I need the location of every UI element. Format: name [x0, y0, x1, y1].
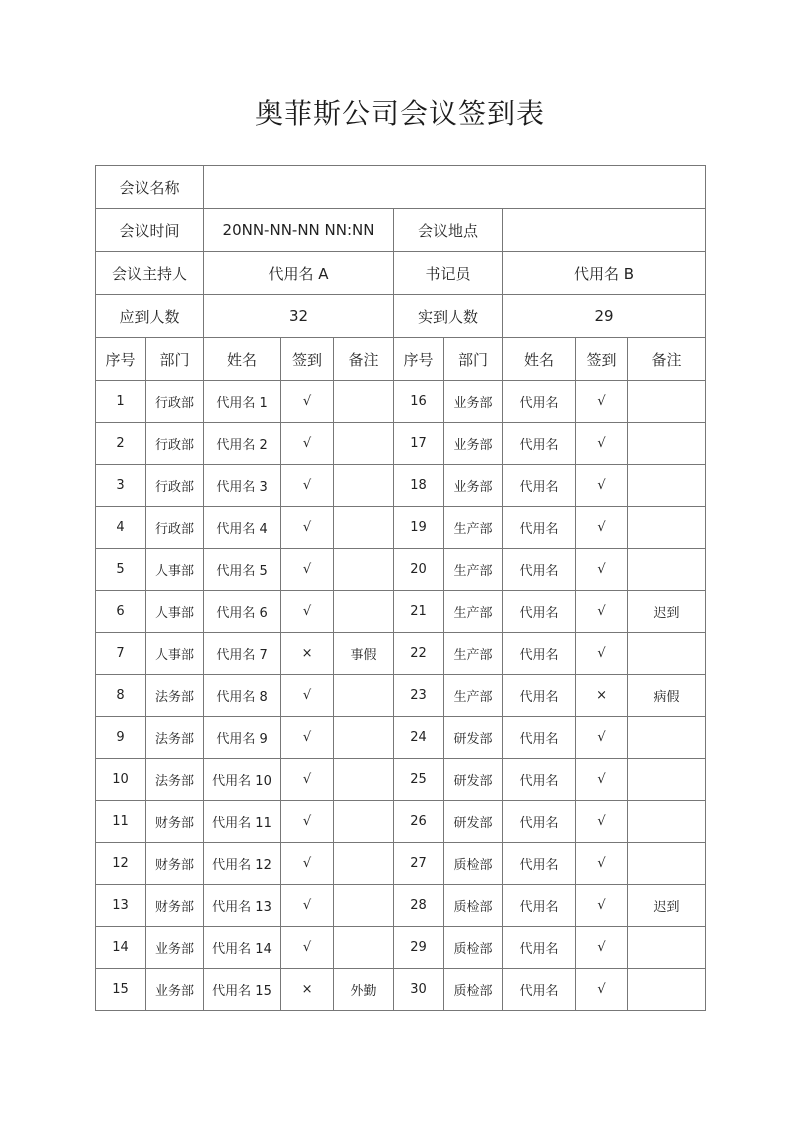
department-cell: 行政部 — [146, 423, 204, 465]
note-cell[interactable]: 事假 — [334, 633, 394, 675]
table-row — [96, 927, 706, 969]
department-cell: 生产部 — [444, 549, 503, 591]
sign-in-cell[interactable]: √ — [281, 801, 334, 843]
column-header-row — [96, 338, 706, 381]
name-cell: 代用名 — [503, 675, 576, 717]
sign-in-table — [95, 165, 706, 1011]
department-cell: 业务部 — [146, 927, 204, 969]
row-number: 1 — [96, 381, 146, 423]
name-cell: 代用名 3 — [204, 465, 281, 507]
note-cell[interactable] — [334, 423, 394, 465]
sign-in-cell[interactable]: √ — [281, 843, 334, 885]
sign-in-cell[interactable]: √ — [576, 927, 628, 969]
department-cell: 业务部 — [146, 969, 204, 1011]
table-row — [96, 549, 706, 591]
recorder-value[interactable]: 代用名 B — [503, 252, 706, 295]
sign-in-cell[interactable]: √ — [281, 675, 334, 717]
row-number: 15 — [96, 969, 146, 1011]
note-cell[interactable] — [334, 843, 394, 885]
name-cell: 代用名 11 — [204, 801, 281, 843]
sign-in-cell[interactable]: √ — [281, 927, 334, 969]
note-cell[interactable] — [334, 801, 394, 843]
sign-in-cell[interactable]: √ — [576, 591, 628, 633]
note-cell[interactable] — [334, 675, 394, 717]
actual-count-value[interactable]: 29 — [503, 295, 706, 338]
name-cell: 代用名 6 — [204, 591, 281, 633]
name-cell: 代用名 2 — [204, 423, 281, 465]
header-sign: 签到 — [576, 338, 628, 381]
page-title: 奥菲斯公司会议签到表 — [254, 97, 545, 130]
row-number: 16 — [394, 381, 444, 423]
meeting-name-row — [96, 166, 706, 209]
attendance-count-row — [96, 295, 706, 338]
note-cell[interactable]: 病假 — [628, 675, 706, 717]
note-cell[interactable] — [628, 801, 706, 843]
department-cell: 法务部 — [146, 675, 204, 717]
name-cell: 代用名 — [503, 465, 576, 507]
name-cell: 代用名 10 — [204, 759, 281, 801]
header-dept: 部门 — [444, 338, 503, 381]
host-row — [96, 252, 706, 295]
department-cell: 研发部 — [444, 801, 503, 843]
row-number: 9 — [96, 717, 146, 759]
sign-in-cell[interactable]: √ — [281, 465, 334, 507]
meeting-place-label: 会议地点 — [394, 209, 503, 252]
department-cell: 业务部 — [444, 423, 503, 465]
name-cell: 代用名 — [503, 927, 576, 969]
note-cell[interactable] — [334, 465, 394, 507]
row-number: 20 — [394, 549, 444, 591]
name-cell: 代用名 — [503, 843, 576, 885]
row-number: 6 — [96, 591, 146, 633]
header-no: 序号 — [394, 338, 444, 381]
table-row — [96, 717, 706, 759]
note-cell[interactable] — [334, 549, 394, 591]
note-cell[interactable]: 外勤 — [334, 969, 394, 1011]
note-cell[interactable] — [334, 927, 394, 969]
note-cell[interactable]: 迟到 — [628, 591, 706, 633]
department-cell: 行政部 — [146, 465, 204, 507]
department-cell: 人事部 — [146, 633, 204, 675]
header-name: 姓名 — [204, 338, 281, 381]
meeting-place-value[interactable] — [503, 209, 706, 252]
header-name: 姓名 — [503, 338, 576, 381]
name-cell: 代用名 — [503, 969, 576, 1011]
row-number: 5 — [96, 549, 146, 591]
sign-in-cell[interactable]: √ — [576, 381, 628, 423]
table-row — [96, 759, 706, 801]
row-number: 7 — [96, 633, 146, 675]
name-cell: 代用名 — [503, 633, 576, 675]
department-cell: 生产部 — [444, 675, 503, 717]
row-number: 18 — [394, 465, 444, 507]
sign-in-cell[interactable]: √ — [576, 633, 628, 675]
header-note: 备注 — [334, 338, 394, 381]
row-number: 23 — [394, 675, 444, 717]
department-cell: 财务部 — [146, 801, 204, 843]
row-number: 12 — [96, 843, 146, 885]
host-value[interactable]: 代用名 A — [204, 252, 394, 295]
meeting-name-label: 会议名称 — [96, 166, 204, 209]
note-cell[interactable] — [628, 927, 706, 969]
department-cell: 行政部 — [146, 507, 204, 549]
sign-in-cell[interactable]: √ — [281, 885, 334, 927]
sign-in-cell[interactable]: × — [281, 969, 334, 1011]
table-row — [96, 633, 706, 675]
name-cell: 代用名 — [503, 549, 576, 591]
table-row — [96, 507, 706, 549]
sign-in-cell[interactable]: √ — [576, 717, 628, 759]
sign-in-cell[interactable]: √ — [281, 423, 334, 465]
table-row — [96, 969, 706, 1011]
department-cell: 法务部 — [146, 759, 204, 801]
department-cell: 质检部 — [444, 885, 503, 927]
sign-in-cell[interactable]: √ — [281, 549, 334, 591]
note-cell[interactable] — [628, 759, 706, 801]
name-cell: 代用名 5 — [204, 549, 281, 591]
note-cell[interactable] — [628, 717, 706, 759]
row-number: 27 — [394, 843, 444, 885]
department-cell: 研发部 — [444, 759, 503, 801]
expected-count-label: 应到人数 — [96, 295, 204, 338]
header-dept: 部门 — [146, 338, 204, 381]
table-row — [96, 885, 706, 927]
department-cell: 法务部 — [146, 717, 204, 759]
sign-in-cell[interactable]: √ — [576, 549, 628, 591]
row-number: 17 — [394, 423, 444, 465]
meeting-time-label: 会议时间 — [96, 209, 204, 252]
row-number: 4 — [96, 507, 146, 549]
row-number: 10 — [96, 759, 146, 801]
department-cell: 质检部 — [444, 969, 503, 1011]
table-row — [96, 381, 706, 423]
department-cell: 行政部 — [146, 381, 204, 423]
department-cell: 业务部 — [444, 381, 503, 423]
host-label: 会议主持人 — [96, 252, 204, 295]
note-cell[interactable] — [334, 507, 394, 549]
row-number: 13 — [96, 885, 146, 927]
row-number: 21 — [394, 591, 444, 633]
department-cell: 质检部 — [444, 927, 503, 969]
note-cell[interactable] — [628, 423, 706, 465]
name-cell: 代用名 — [503, 591, 576, 633]
sign-in-cell[interactable]: √ — [576, 423, 628, 465]
note-cell[interactable] — [628, 507, 706, 549]
name-cell: 代用名 9 — [204, 717, 281, 759]
row-number: 2 — [96, 423, 146, 465]
recorder-label: 书记员 — [394, 252, 503, 295]
department-cell: 人事部 — [146, 591, 204, 633]
sign-in-cell[interactable]: √ — [576, 843, 628, 885]
table-row — [96, 423, 706, 465]
sign-in-cell[interactable]: √ — [576, 801, 628, 843]
note-cell[interactable] — [334, 717, 394, 759]
row-number: 26 — [394, 801, 444, 843]
row-number: 28 — [394, 885, 444, 927]
row-number: 8 — [96, 675, 146, 717]
note-cell[interactable] — [334, 381, 394, 423]
name-cell: 代用名 8 — [204, 675, 281, 717]
note-cell[interactable] — [628, 633, 706, 675]
name-cell: 代用名 7 — [204, 633, 281, 675]
note-cell[interactable] — [628, 969, 706, 1011]
row-number: 29 — [394, 927, 444, 969]
expected-count-value[interactable]: 32 — [204, 295, 394, 338]
sign-in-cell[interactable]: √ — [281, 507, 334, 549]
department-cell: 财务部 — [146, 885, 204, 927]
note-cell[interactable] — [628, 381, 706, 423]
sign-in-cell[interactable]: √ — [281, 381, 334, 423]
header-no: 序号 — [96, 338, 146, 381]
table-row — [96, 843, 706, 885]
table-row — [96, 801, 706, 843]
header-sign: 签到 — [281, 338, 334, 381]
name-cell: 代用名 1 — [204, 381, 281, 423]
sign-in-cell[interactable]: √ — [576, 465, 628, 507]
sign-in-cell[interactable]: √ — [576, 885, 628, 927]
row-number: 24 — [394, 717, 444, 759]
row-number: 3 — [96, 465, 146, 507]
table-row — [96, 591, 706, 633]
table-row — [96, 675, 706, 717]
table-row — [96, 465, 706, 507]
name-cell: 代用名 13 — [204, 885, 281, 927]
row-number: 19 — [394, 507, 444, 549]
name-cell: 代用名 — [503, 885, 576, 927]
sign-in-cell[interactable]: × — [281, 633, 334, 675]
name-cell: 代用名 — [503, 759, 576, 801]
name-cell: 代用名 — [503, 381, 576, 423]
note-cell[interactable] — [628, 465, 706, 507]
row-number: 22 — [394, 633, 444, 675]
row-number: 30 — [394, 969, 444, 1011]
meeting-time-row — [96, 209, 706, 252]
meeting-time-value[interactable]: 20NN-NN-NN NN:NN — [204, 209, 394, 252]
sign-in-cell[interactable]: √ — [576, 507, 628, 549]
name-cell: 代用名 — [503, 423, 576, 465]
note-cell[interactable] — [628, 843, 706, 885]
sign-in-cell[interactable]: √ — [281, 591, 334, 633]
department-cell: 研发部 — [444, 717, 503, 759]
name-cell: 代用名 4 — [204, 507, 281, 549]
sign-in-cell[interactable]: √ — [281, 759, 334, 801]
department-cell: 质检部 — [444, 843, 503, 885]
name-cell: 代用名 15 — [204, 969, 281, 1011]
department-cell: 生产部 — [444, 591, 503, 633]
row-number: 25 — [394, 759, 444, 801]
row-number: 14 — [96, 927, 146, 969]
sign-in-cell[interactable]: √ — [576, 759, 628, 801]
department-cell: 生产部 — [444, 633, 503, 675]
note-cell[interactable] — [334, 591, 394, 633]
actual-count-label: 实到人数 — [394, 295, 503, 338]
department-cell: 人事部 — [146, 549, 204, 591]
department-cell: 财务部 — [146, 843, 204, 885]
row-number: 11 — [96, 801, 146, 843]
note-cell[interactable] — [334, 759, 394, 801]
department-cell: 业务部 — [444, 465, 503, 507]
name-cell: 代用名 14 — [204, 927, 281, 969]
note-cell[interactable] — [628, 549, 706, 591]
sign-in-cell[interactable]: √ — [281, 717, 334, 759]
header-note: 备注 — [628, 338, 706, 381]
note-cell[interactable]: 迟到 — [628, 885, 706, 927]
name-cell: 代用名 — [503, 717, 576, 759]
meeting-name-value[interactable] — [204, 166, 706, 209]
name-cell: 代用名 12 — [204, 843, 281, 885]
department-cell: 生产部 — [444, 507, 503, 549]
sign-in-cell[interactable]: √ — [576, 969, 628, 1011]
name-cell: 代用名 — [503, 801, 576, 843]
sign-in-cell[interactable]: × — [576, 675, 628, 717]
name-cell: 代用名 — [503, 507, 576, 549]
note-cell[interactable] — [334, 885, 394, 927]
